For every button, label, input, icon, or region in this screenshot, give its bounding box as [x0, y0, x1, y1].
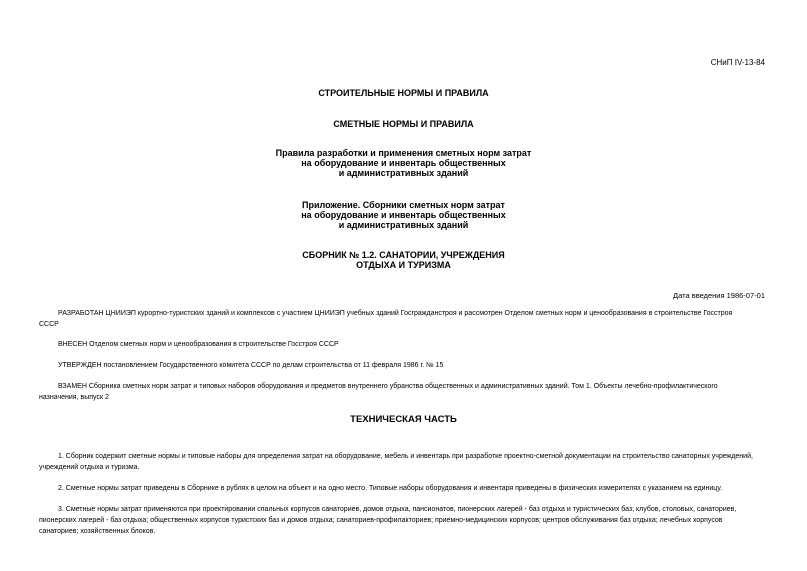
- title-rules-line: Правила разработки и применения сметных норм затрат: [275, 148, 532, 158]
- paragraph-line: пионерских лагерей - баз отдыха; общественных корпусов туристских баз и домов отдыха; санаториев-профилакториев; приемно-медицинских корпусов; центров обслуживания баз отдыха; лечебных корпусов: [39, 517, 723, 524]
- paragraph-item-3: [39, 504, 766, 537]
- title-construction-norms: СТРОИТЕЛЬНЫЕ НОРМЫ И ПРАВИЛА: [318, 88, 489, 98]
- paragraph-line: учреждений отдыха и туризма.: [39, 464, 140, 471]
- effective-date: Дата введения 1986-07-01: [673, 291, 765, 300]
- title-collection-line: ОТДЫХА И ТУРИЗМА: [356, 260, 451, 270]
- paragraph-line: ВЗАМЕН Сборника сметных норм затрат и типовых наборов оборудования и предметов внутреннего убранства общественных и административных зданий. Том 1. Объекты лечебно-профилактического: [58, 383, 718, 390]
- title-rules-line: на оборудование и инвентарь общественных: [301, 158, 506, 168]
- paragraph-item-1: [39, 451, 766, 473]
- title-estimate-norms: СМЕТНЫЕ НОРМЫ И ПРАВИЛА: [333, 119, 474, 129]
- paragraph-replaces: [39, 381, 766, 403]
- title-collection-line: СБОРНИК № 1.2. САНАТОРИИ, УЧРЕЖДЕНИЯ: [302, 250, 505, 260]
- paragraph-item-2: 2. Сметные нормы затрат приведены в Сборнике в рублях в целом на объект и на одно место. Типовые наборы оборудования и инвентаря приведены в физических измерителях с указанием на единицу.: [58, 485, 723, 492]
- title-rules-line: и административных зданий: [338, 168, 469, 178]
- title-appendix-line: и административных зданий: [338, 220, 469, 230]
- title-appendix-line: Приложение. Сборники сметных норм затрат: [302, 200, 505, 210]
- paragraph-line: 3. Сметные нормы затрат применяются при проектировании спальных корпусов санаториев, домов отдыха, пансионатов, пионерских лагерей - баз отдыха и туристических баз; клубов, столовых, санаториев,: [58, 506, 737, 513]
- title-rules: [0, 148, 807, 178]
- paragraph-line: санаториев; хозяйственных блоков.: [39, 528, 156, 535]
- paragraph-developed: [39, 308, 766, 330]
- paragraph-line: назначения, выпуск 2: [39, 394, 109, 401]
- title-appendix-line: на оборудование и инвентарь общественных: [301, 210, 506, 220]
- paragraph-introduced: ВНЕСЕН Отделом сметных норм и ценообразования в строительстве Госстроя СССР: [58, 341, 339, 348]
- paragraph-line: СССР: [39, 321, 59, 328]
- title-collection: [0, 250, 807, 270]
- paragraph-approved: УТВЕРЖДЕН постановлением Государственного комитета СССР по делам строительства от 11 февраля 1986 г. № 15: [58, 362, 444, 369]
- paragraph-line: 1. Сборник содержит сметные нормы и типовые наборы для определения затрат на оборудование, мебель и инвентарь при разработке проектно-сметной документации на строительство санаторных учреждений,: [58, 453, 753, 460]
- paragraph-line: РАЗРАБОТАН ЦНИИЭП курортно-туристских зданий и комплексов с участием ЦНИИЭП учебных зданий Госгражданстроя и рассмотрен Отделом сметных норм и ценообразования в строительстве Госстроя: [58, 310, 733, 317]
- title-appendix: [0, 200, 807, 230]
- section-title: ТЕХНИЧЕСКАЯ ЧАСТЬ: [350, 414, 457, 425]
- document-code: СНиП IV-13-84: [710, 58, 765, 67]
